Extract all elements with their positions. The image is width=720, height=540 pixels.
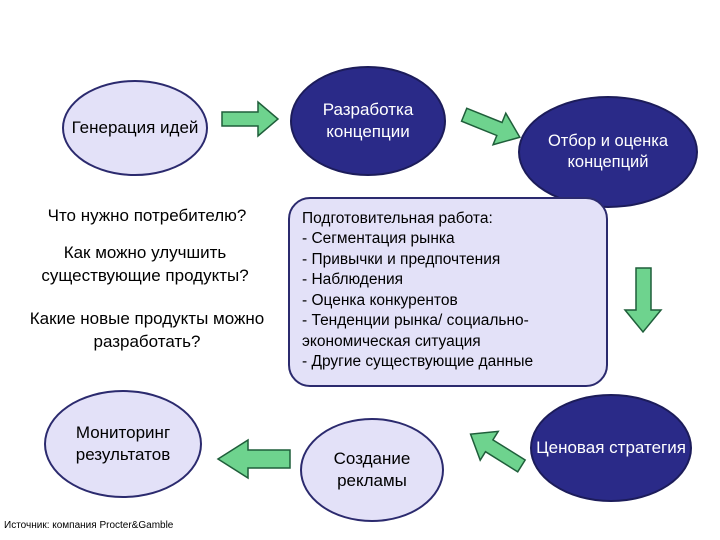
arrow-right-icon: [222, 102, 278, 136]
node-pricing-strategy: Ценовая стратегия: [530, 394, 692, 502]
prep-work-title: Подготовительная работа:: [302, 210, 493, 227]
prep-item-habits: - Привычки и предпочтения: [302, 250, 501, 268]
node-concept-development: Разработка концепции: [290, 66, 446, 176]
prep-work-box: [288, 197, 608, 387]
question-consumer-needs: Что нужно потребителю?: [47, 206, 247, 225]
prep-item-trends: - Тенденции рынка/ социально-экономическая ситуация: [302, 312, 529, 350]
question-new-products: Какие новые продукты можно разработать?: [29, 309, 265, 351]
node-idea-generation: Генерация идей: [62, 80, 208, 176]
node-advertising: Создание рекламы: [300, 418, 444, 522]
arrow-diagonal-icon: [458, 99, 526, 153]
node-results-monitoring: Мониторинг результатов: [44, 390, 202, 498]
source-note: Источник: компания Procter&Gamble: [4, 520, 174, 531]
arrow-diagonal-left-icon: [462, 420, 531, 481]
arrow-down-icon: [625, 268, 661, 332]
prep-item-other-data: - Другие существующие данные: [302, 353, 534, 371]
arrow-left-icon: [218, 440, 290, 478]
node-concept-selection: Отбор и оценка концепций: [518, 96, 698, 208]
prep-item-competitors: - Оценка конкурентов: [302, 291, 458, 309]
prep-item-segmentation: - Сегментация рынка: [302, 230, 455, 248]
prep-item-observations: - Наблюдения: [302, 271, 404, 289]
question-improve-products: Как можно улучшить существующие продукты?: [41, 243, 249, 285]
